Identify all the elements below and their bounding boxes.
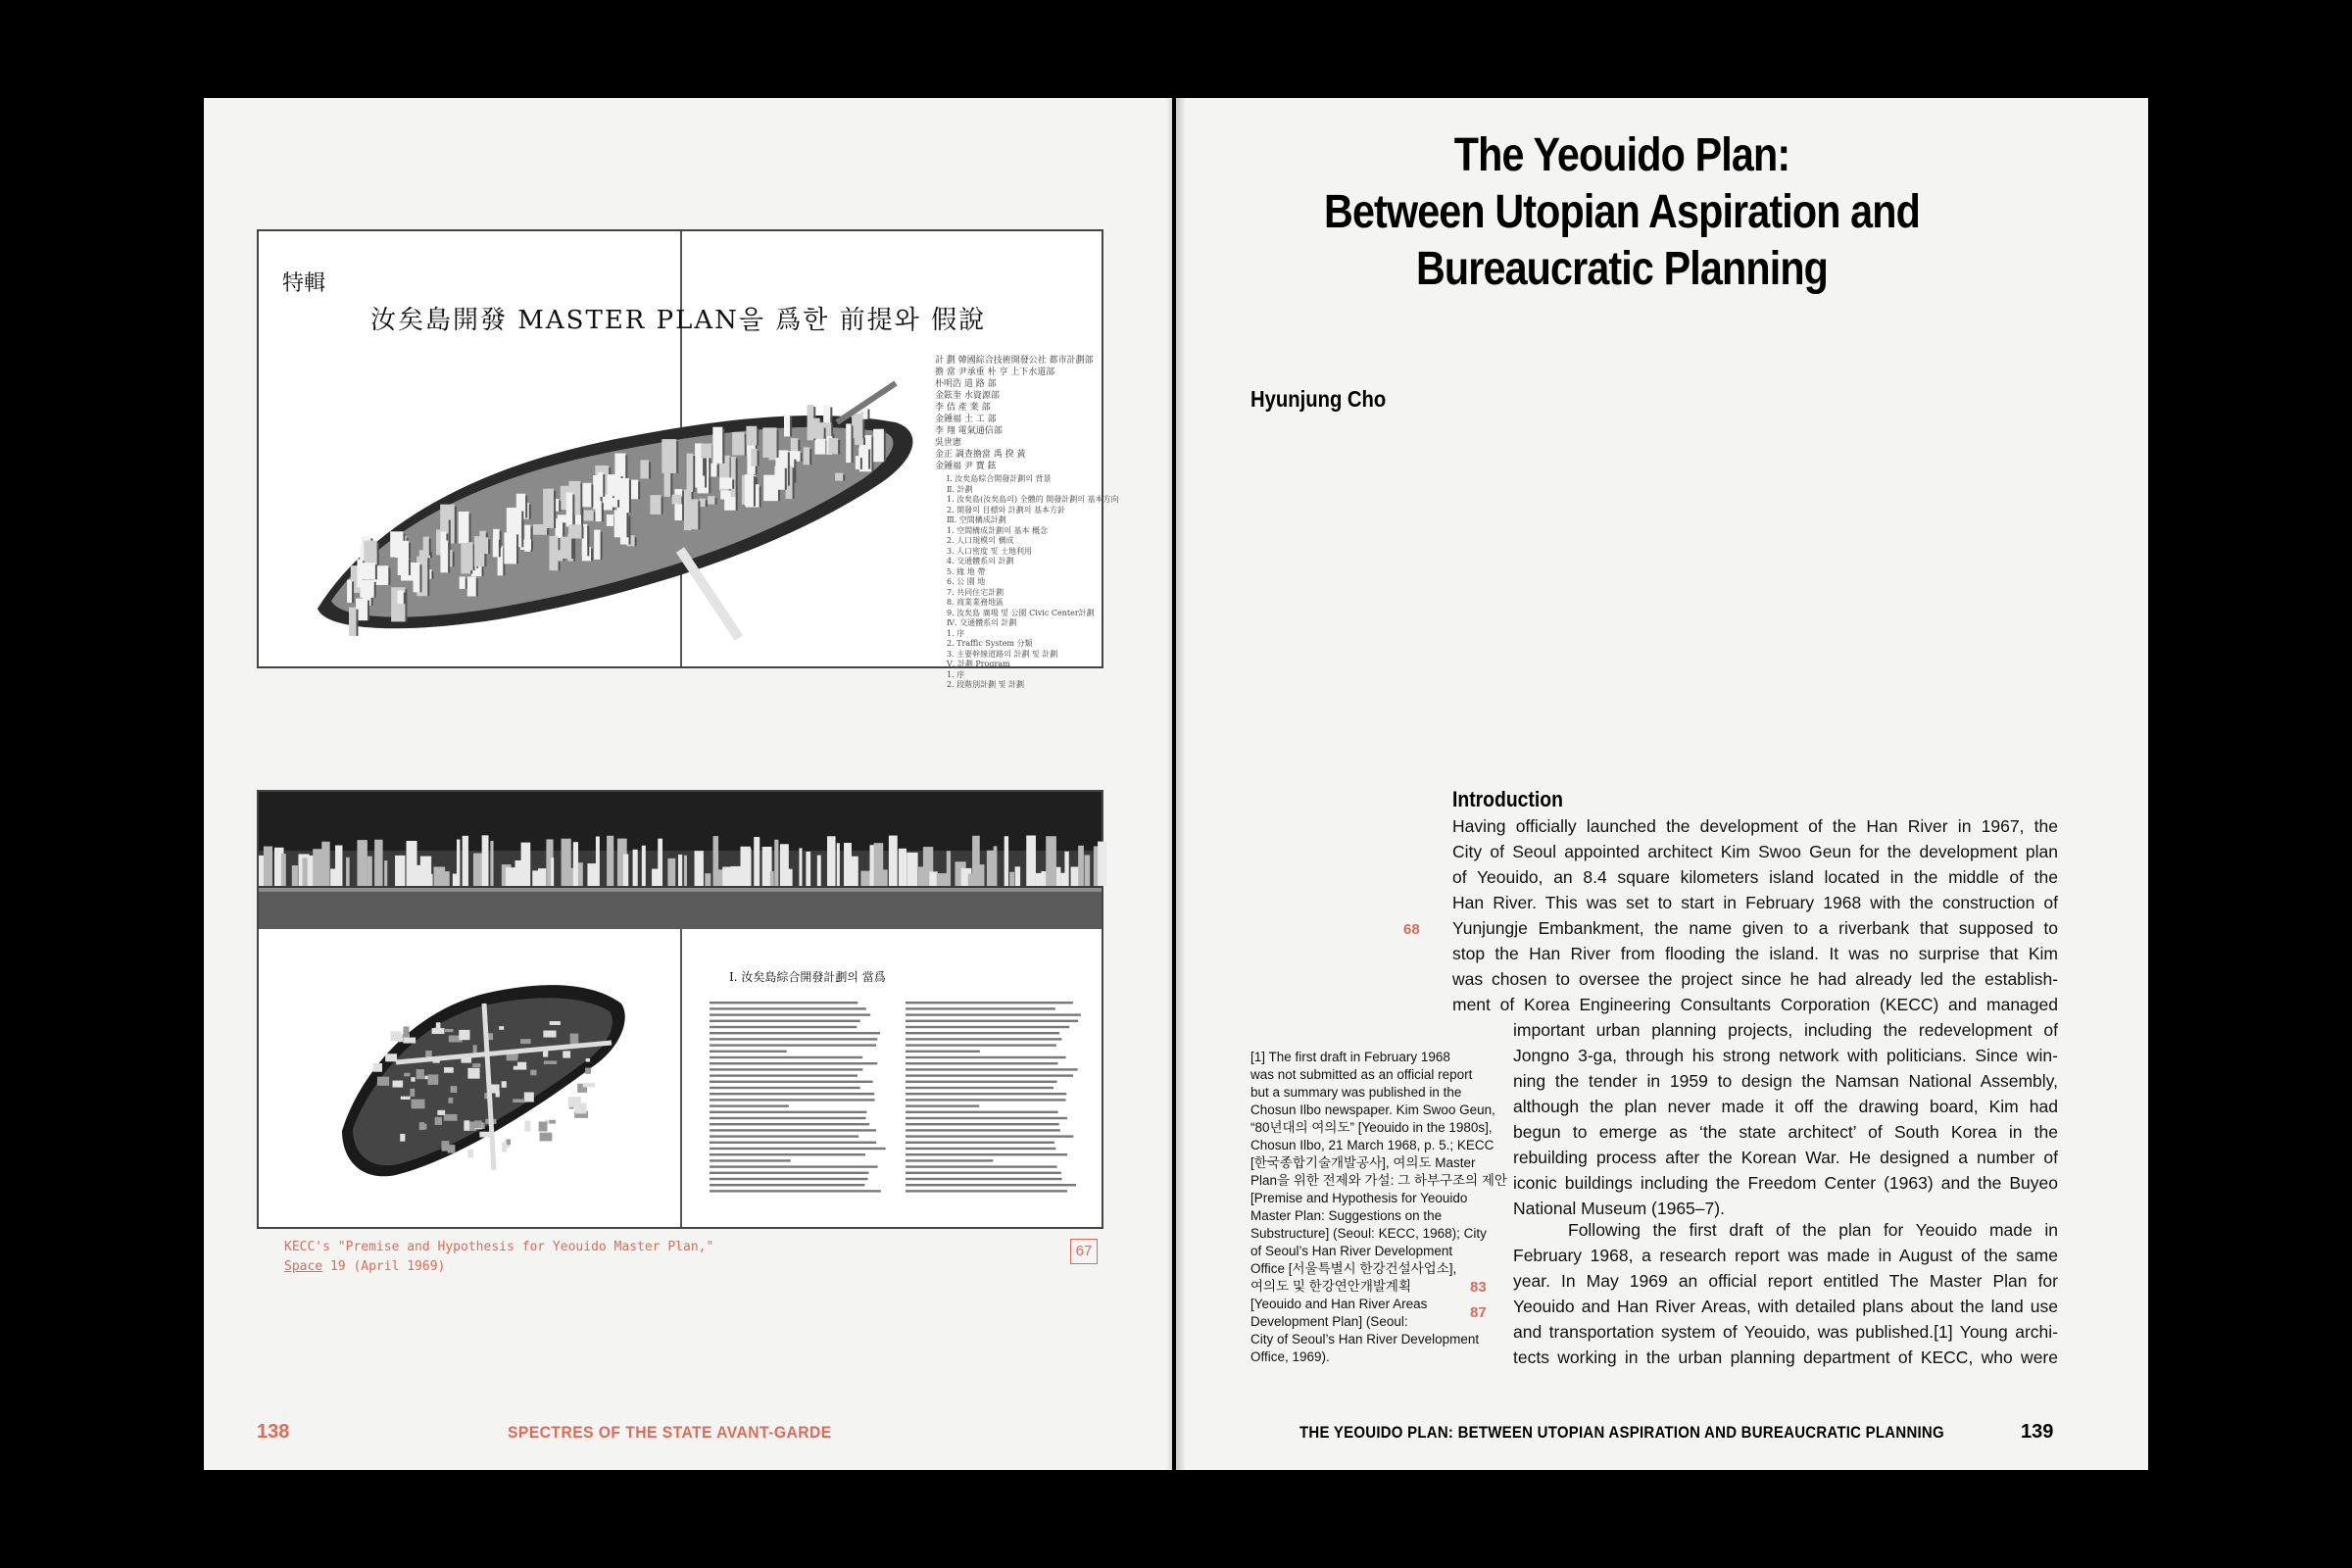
figure-number-badge: 67 (1070, 1239, 1098, 1264)
footnote-line: Office [서울특별시 한강건설사업소], (1250, 1261, 1457, 1276)
toc-line: 7. 共同住宅計劃 (947, 587, 1004, 597)
text-line: important urban planning projects, including the redevelopment of (1513, 1020, 2058, 1040)
credit-line: 計 劃 韓國綜合技術開發公社 都市計劃部 (935, 356, 1094, 366)
running-head-right: THE YEOUIDO PLAN: BETWEEN UTOPIAN ASPIRATION AND BUREAUCRATIC PLANNING (1299, 1423, 1944, 1442)
toc-line: 9. 汝矣島 廣場 및 公園 Civic Center計劃 (947, 608, 1095, 617)
figure-korean-title: 汝矣島開發 MASTER PLAN을 爲한 前提와 假說 (370, 306, 987, 335)
toc-line: 6. 公 園 地 (947, 577, 986, 586)
text-line: although the plan never made it off the drawing board, Kim had (1513, 1097, 2058, 1116)
figure-caption (284, 1238, 713, 1277)
toc-line: 8. 商業業務地區 (947, 598, 1004, 607)
toc-line: Ⅲ. 空間構成計劃 (947, 515, 1006, 524)
caption-line-1: KECC's "Premise and Hypothesis for Yeouido Master Plan," (284, 1240, 714, 1254)
title-line: Bureaucratic Planning (1415, 243, 1829, 295)
toc-line: Ⅳ. 交通體系의 計劃 (947, 618, 1017, 627)
toc-line: 4. 交通體系의 計劃 (947, 557, 1014, 565)
toc-line: Ⅰ. 汝矣島綜合開發計劃의 背景 (947, 474, 1052, 483)
toc-line: Ⅱ. 計劃 (947, 484, 973, 494)
toc-line: 2. 開發의 目標와 計劃의 基本方針 (947, 505, 1065, 514)
text-line-indented (1513, 1217, 2058, 1243)
author-name: Hyunjung Cho (1250, 386, 1387, 412)
text-line-italic-embankment: Yunjungje Embankment, the name given to a riverbank that supposed to (1452, 918, 2058, 938)
footnote-line: Master Plan: Suggestions on the (1250, 1208, 1443, 1223)
footnote-line: “80년대의 여의도” [Yeouido in the 1980s], (1250, 1120, 1493, 1135)
text-line: rebuilding process after the Korean War. He designed a number of (1513, 1148, 2058, 1167)
text-line: year. In May 1969 an official report entitled The Master Plan for (1513, 1271, 2058, 1291)
toc-line: 1. 汝矣島(汝矣島의) 全體的 開發計劃의 基本方向 (947, 495, 1119, 504)
credit-line: 李 翔 電氣通信部 (935, 426, 1003, 436)
footnote-line: Office, 1969). (1250, 1349, 1330, 1364)
toc-line: 2. Traffic System 分類 (947, 639, 1033, 648)
toc-line: 2. 人口規模의 構成 (947, 536, 1014, 545)
page-number-left: 138 (257, 1421, 290, 1443)
text-line: iconic buildings including the Freedom Center (1963) and the Buyeo (1513, 1173, 2058, 1193)
credit-line: 李 佶 產 業 部 (935, 403, 991, 413)
footnote-line: Chosun Ilbo newspaper. Kim Swoo Geun, (1250, 1102, 1495, 1117)
text-line: February 1968, a research report was made in August of the same (1513, 1246, 2058, 1265)
credit-line: 吳世憲 (935, 438, 962, 448)
text-line: and transportation system of Yeouido, was published.[1] Young archi- (1513, 1322, 2058, 1342)
right-page (1176, 98, 2148, 1470)
footnote-line: [1] The first draft in February 1968 (1250, 1050, 1450, 1064)
margin-reference-68: 68 (1403, 921, 1420, 938)
figure-table-of-contents (947, 474, 1119, 691)
figure-korean-label: 特輯 (282, 271, 326, 296)
title-line: Between Utopian Aspiration and (1324, 186, 1920, 238)
toc-line: 1. 序 (947, 669, 965, 679)
footnote-line: [Yeouido and Han River Areas (1250, 1297, 1428, 1311)
body-paragraph-1 (1452, 813, 2058, 1017)
footnote-line: City of Seoul’s Han River Development (1250, 1332, 1480, 1347)
toc-line: 1. 空間構成計劃의 基本 概念 (947, 525, 1048, 535)
margin-reference-83: 83 (1470, 1279, 1487, 1296)
figure-panorama-spread (257, 790, 1103, 1229)
toc-line: 2. 段階別計劃 및 計劃 (947, 680, 1024, 689)
text-line: tects working in the urban planning department of KECC, who were (1513, 1348, 2058, 1367)
toc-line: 1. 序 (947, 628, 965, 638)
credit-line: 金鉉奎 水資源部 (935, 391, 1000, 401)
text-line: ment of Korea Engineering Consultants Corporation (KECC) and managed (1452, 995, 2058, 1014)
title-line: The Yeouido Plan: (1453, 129, 1790, 181)
credit-line: 朴明浩 道 路 部 (935, 379, 997, 389)
korean-text-columns (700, 1002, 1082, 1207)
footnote-line: Development Plan] (Seoul: (1250, 1314, 1408, 1329)
running-head-left: SPECTRES OF THE STATE AVANT-GARDE (508, 1423, 832, 1442)
footnote-line: [한국종합기술개발공사], 여의도 Master (1250, 1155, 1476, 1170)
text-line: begun to emerge as ‘the state architect’ of South Korea in the (1513, 1122, 2058, 1142)
footnote-line: but a summary was published in the (1250, 1085, 1462, 1100)
text-line: Jongno 3-ga, through his strong network with politicians. Since win- (1513, 1046, 2058, 1065)
footnote-line: Substructure] (Seoul: KECC, 1968); City (1250, 1226, 1487, 1241)
figure-section-heading: Ⅰ. 汝矣島綜合開發計劃의 當爲 (729, 970, 886, 984)
toc-line: 3. 人口密度 및 土地利用 (947, 546, 1032, 556)
credit-line: 金鍾福 土 工 部 (935, 415, 997, 424)
text-line: of Yeouido, an 8.4 square kilometers island located in the middle of the (1452, 867, 2058, 887)
island-model-photo (308, 383, 935, 638)
text-line: Yeouido and Han River Areas, with detailed plans about the land use (1513, 1297, 2058, 1316)
toc-line: Ⅴ. 計劃 Program (947, 660, 1010, 668)
caption-journal: Space (284, 1259, 323, 1274)
footnote-line: [Premise and Hypothesis for Yeouido (1250, 1191, 1468, 1205)
toc-line: 3. 主要幹線道路의 計劃 및 計劃 (947, 649, 1058, 659)
credit-line: 擔 當 尹承重 朴 亨 上下水道部 (935, 368, 1055, 377)
text-line: Having officially launched the development of the Han River in 1967, the (1452, 816, 2058, 836)
credit-line: 金鍾福 尹 寶 鉉 (935, 462, 997, 471)
credit-line: 金正 調查擔當 禹 揆 黃 (935, 450, 1026, 460)
text-line: Following the first draft of the plan for Yeouido made in (1568, 1220, 2058, 1240)
toc-line: 5. 緣 地 帶 (947, 566, 986, 576)
margin-reference-87: 87 (1470, 1304, 1487, 1321)
text-line: stop the Han River from flooding the island. It was no surprise that Kim (1452, 944, 2058, 963)
body-paragraph-2 (1513, 1217, 2058, 1370)
body-paragraph-1-continued (1513, 1017, 2058, 1221)
text-line: ning the tender in 1959 to design the Namsan National Assembly, (1513, 1071, 2058, 1091)
footnote-line: Chosun Ilbo, 21 March 1968, p. 5.; KECC (1250, 1138, 1494, 1152)
text-line: City of Seoul appointed architect Kim Swoo Geun for the development plan (1452, 842, 2058, 861)
caption-issue: 19 (April 1969) (322, 1259, 446, 1274)
figure-master-plan-spread (257, 229, 1119, 689)
section-heading: Introduction (1452, 787, 1563, 811)
figure-credits (935, 355, 1094, 472)
caption-line-2 (284, 1257, 713, 1277)
text-line: was chosen to oversee the project since he had already led the establish- (1452, 969, 2058, 989)
chapter-title (1323, 127, 1922, 298)
footnote-line: was not submitted as an official report (1250, 1067, 1473, 1082)
page-number-right: 139 (2021, 1421, 2054, 1443)
skyline-panorama-photo (259, 792, 1102, 929)
text-line: Han River. This was set to start in February 1968 with the construction of (1452, 893, 2058, 912)
text-line: National Museum (1965–7). (1513, 1199, 1725, 1218)
book-gutter (1166, 98, 1186, 1470)
footnote-line: Plan을 위한 전제와 가설: 그 하부구조의 제안 (1250, 1173, 1507, 1188)
footnote-line: 여의도 및 한강연안개발계획 (1250, 1279, 1411, 1294)
left-page (204, 98, 1172, 1470)
footnote-1 (1250, 1049, 1507, 1366)
island-plan-photo (337, 974, 631, 1180)
footnote-line: of Seoul’s Han River Development (1250, 1244, 1453, 1258)
